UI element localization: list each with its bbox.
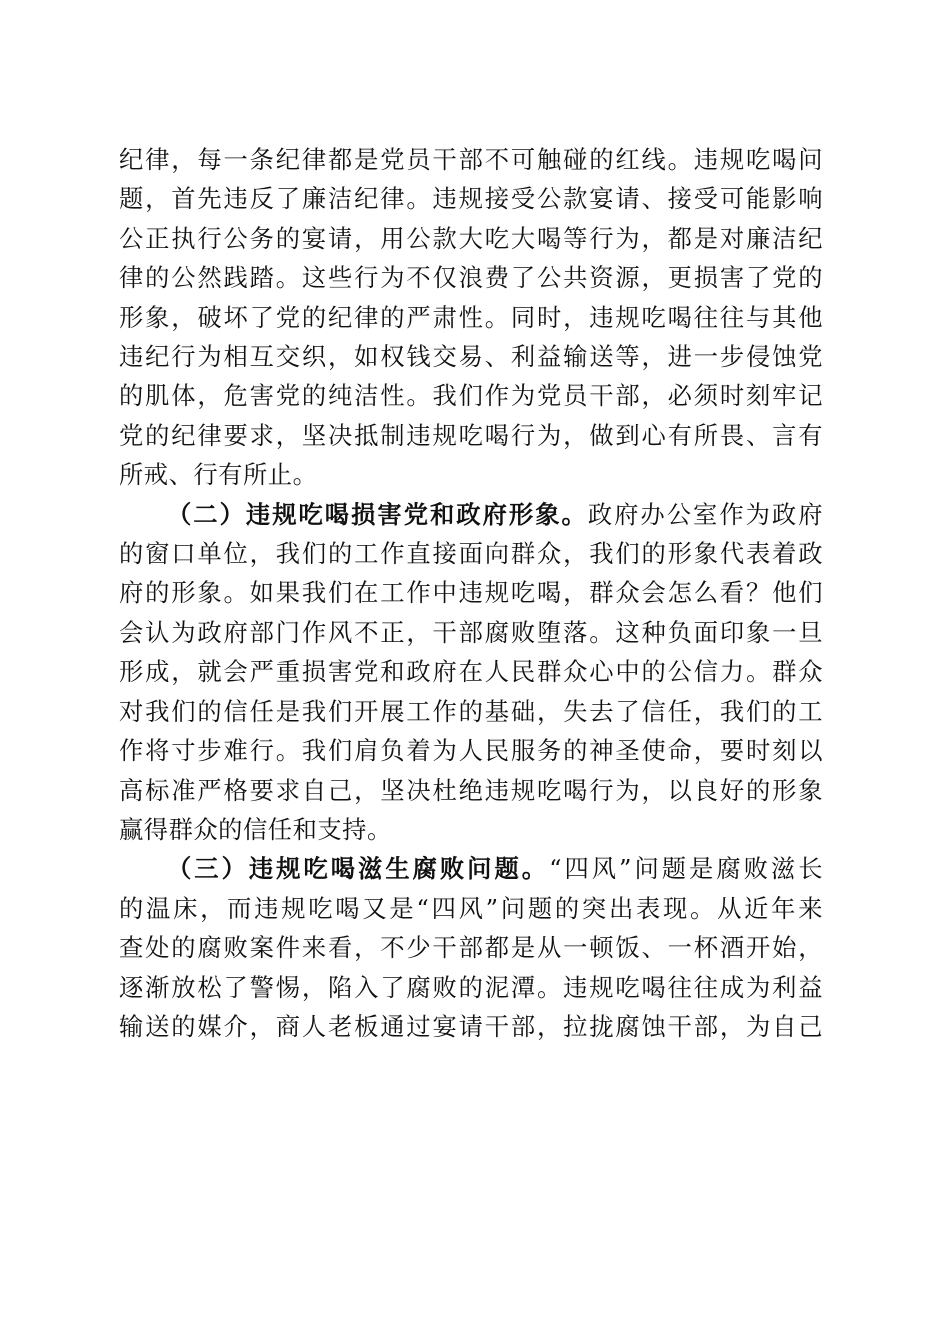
text-line — [119, 849, 823, 888]
text-line: 律的公然践踏。这些行为不仅浪费了公共资源，更损害了党的 — [119, 263, 823, 293]
section-heading: （二）违规吃喝损害党和政府形象。 — [167, 499, 588, 529]
text-line: 查处的腐败案件来看，不少干部都是从一顿饭、一杯酒开始， — [119, 933, 823, 963]
text-line: 会认为政府部门作风不正，干部腐败堕落。这种负面印象一旦 — [119, 617, 823, 647]
text-line: 输送的媒介，商人老板通过宴请干部，拉拢腐蚀干部，为自己 — [119, 1011, 823, 1041]
body-text — [119, 140, 823, 1046]
text-line: 对我们的信任是我们开展工作的基础，失去了信任，我们的工 — [119, 696, 823, 726]
paragraph-discipline — [119, 140, 823, 495]
paragraph-image — [119, 495, 823, 850]
text-line: 逐渐放松了警惕，陷入了腐败的泥潭。违规吃喝往往成为利益 — [119, 972, 823, 1002]
text-line: 赢得群众的信任和支持。 — [119, 814, 392, 844]
paragraph-corruption — [119, 849, 823, 1046]
text-line: 题，首先违反了廉洁纪律。违规接受公款宴请、接受可能影响 — [119, 184, 823, 214]
text-line: 的温床，而违规吃喝又是“四风”问题的突出表现。从近年来 — [119, 893, 823, 923]
text-run: “四风”问题是腐败滋长 — [549, 854, 824, 884]
text-line: 府的形象。如果我们在工作中违规吃喝，群众会怎么看？他们 — [119, 578, 823, 608]
text-line: 形成，就会严重损害党和政府在人民群众心中的公信力。群众 — [119, 657, 823, 687]
text-line: 形象，破坏了党的纪律的严肃性。同时，违规吃喝往往与其他 — [119, 302, 823, 332]
text-line: 党的纪律要求，坚决抵制违规吃喝行为，做到心有所畏、言有 — [119, 420, 823, 450]
text-line — [119, 495, 823, 534]
text-line: 违纪行为相互交织，如权钱交易、利益输送等，进一步侵蚀党 — [119, 342, 823, 372]
text-line: 作将寸步难行。我们肩负着为人民服务的神圣使命，要时刻以 — [119, 736, 823, 766]
text-run: 政府办公室作为政府 — [587, 499, 824, 529]
text-line: 公正执行公务的宴请，用公款大吃大喝等行为，都是对廉洁纪 — [119, 223, 823, 253]
section-heading: （三）违规吃喝滋生腐败问题。 — [167, 854, 550, 884]
text-line: 的肌体，危害党的纯洁性。我们作为党员干部，必须时刻牢记 — [119, 381, 823, 411]
text-line: 高标准严格要求自己，坚决杜绝违规吃喝行为，以良好的形象 — [119, 775, 823, 805]
text-line: 所戒、行有所止。 — [119, 460, 318, 490]
text-line: 纪律，每一条纪律都是党员干部不可触碰的红线。违规吃喝问 — [119, 145, 823, 174]
text-line: 的窗口单位，我们的工作直接面向群众，我们的形象代表着政 — [119, 539, 823, 569]
